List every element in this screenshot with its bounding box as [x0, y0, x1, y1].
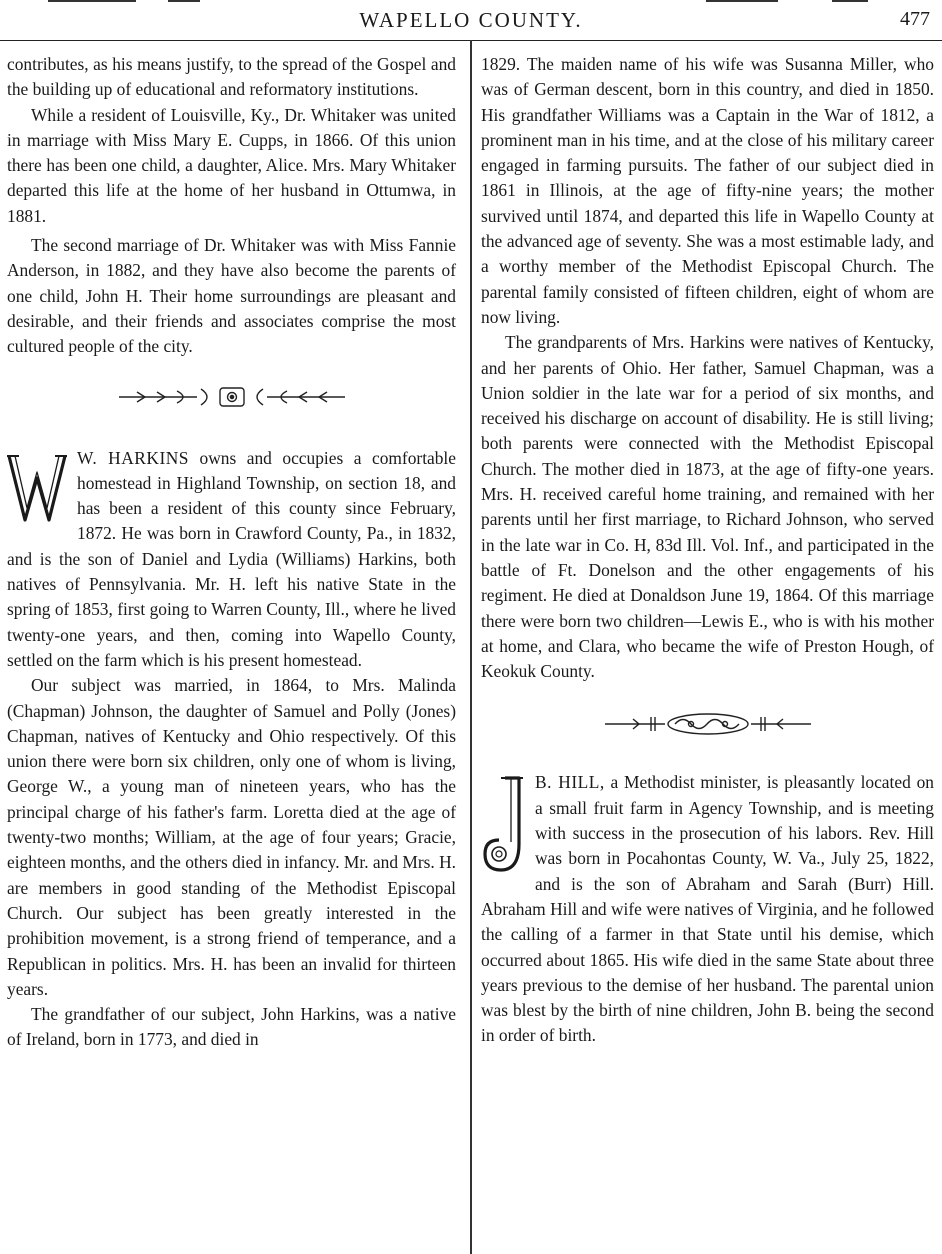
- section-ornament: [7, 374, 456, 420]
- page-number: 477: [900, 8, 930, 30]
- paragraph: Our subject was married, in 1864, to Mrs. Malinda (Chapman) Johnson, the daughter of Samuel and Polly (Jones) Chapman, natives of Kentucky and Ohio respectively. Of this union there were born six children, only one of whom is living, George W., a young man of nineteen years, who has the principal charge of his father's farm. Loretta died at the age of twenty-two months; William, at the age of four years; Gracie, eighteen months, and the others died in infancy. Mr. and Mrs. H. are members in good standing of the Methodist Episcopal Church. Our subject has been greatly interested in the prohibition movement, is a strong friend of temperance, and a Republican in politics. Mrs. H. has been an invalid for thirteen years.: [7, 675, 457, 999]
- drop-cap: [7, 452, 67, 524]
- drop-cap-w-icon: [7, 452, 67, 524]
- paragraph: The second marriage of Dr. Whitaker was with Miss Fannie Anderson, in 1882, and they have also become the parents of one child, John H. Their home surroundings are pleasant and desirable, and their friends and associates comprise the most cultured people of the city.: [7, 235, 456, 357]
- ornament-flourish-icon: [117, 385, 347, 409]
- drop-cap-letter: W: [37, 499, 38, 501]
- paragraph: 1829. The maiden name of his wife was Susanna Miller, who was of German descent, born in this country, and died in 1850. His grandfather Williams was a Captain in the War of 1812, a prominent man in his time, and at the close of his military career engaged in farming pursuits. The father of our subject died in 1861 in Illinois, at the age of fifty-nine years; the mother survived until 1874, and departed this life in Wapello County at the advanced age of seventy. She was a most estimable lady, and a worthy member of the Methodist Episcopal Church. The parental family consisted of fifteen children, eight of whom are now living.: [481, 54, 934, 327]
- biography-body: owns and occupies a comfortable homestead in Highland Township, on section 18, and has been a resident of this county since February, 1872. He was born in Crawford County, Pa., in 1832, and is the son of Daniel and Lydia (Williams) Harkins, both natives of Pennsylvania. Mr. H. left his native State in the spring of 1853, first going to Warren County, Ill., where he lived twenty-one years, and then, coming into Wapello County, settled on the farm which is his present homestead.: [7, 447, 456, 670]
- ornament-scroll-icon: [603, 711, 813, 737]
- right-column: [481, 52, 934, 1049]
- biography-hill: [481, 770, 934, 1048]
- column-divider: [470, 40, 472, 1254]
- paragraph: While a resident of Louisville, Ky., Dr. Whitaker was united in marriage with Miss Mary E. Cupps, in 1866. Of this union there has been one child, a daughter, Alice. Mrs. Mary Whitaker departed this life at the home of her husband in Ottumwa, in 1881.: [7, 104, 456, 226]
- paragraph: The grandfather of our subject, John Harkins, was a native of Ireland, born in 1773, and died in: [7, 1004, 456, 1050]
- drop-cap-j-icon: [481, 774, 525, 874]
- biography-body: a Methodist minister, is pleasantly located on a small fruit farm in Agency Township, and is meeting with success in the prosecution of his labors. Rev. Hill was born in Pocahontas County, W. Va., July 25, 1822, and is the son of Abraham and Sarah (Burr) Hill. Abraham Hill and wife were natives of Virginia, and he followed the calling of a farmer in that State until his demise, which occurred about 1865. His wife died in the same State about three years previous to the demise of her husband. The parental union was blest by the birth of nine children, John B. being the second in order of birth.: [481, 772, 934, 1046]
- drop-cap: [481, 774, 525, 874]
- paragraph: contributes, as his means justify, to the spread of the Gospel and the building up of educational and reformatory institutions.: [7, 54, 456, 100]
- running-title: WAPELLO COUNTY.: [359, 8, 583, 32]
- running-header: [0, 0, 942, 41]
- left-column: [7, 52, 456, 1053]
- section-ornament: [481, 700, 934, 748]
- drop-cap-letter: J: [503, 824, 504, 826]
- biography-lead: B. HILL,: [535, 772, 605, 793]
- biography-lead: W. HARKINS: [77, 447, 189, 468]
- paragraph: The grandparents of Mrs. Harkins were natives of Kentucky, and her parents of Ohio. Her father, Samuel Chapman, was a Union soldier in the late war for a period of six months, and received his discharge on account of disability. He is still living; both parents were connected with the Methodist Episcopal Church. The mother died in 1873, at the age of fifty-one years. Mrs. H. received careful home training, and remained with her parents until her first marriage, to Richard Johnson, who served in the late war in Co. H, 83d Ill. Vol. Inf., and participated in the battle of Ft. Donelson and the other engagements of his regiment. He died at Donaldson June 19, 1864. Of this marriage there were born two children—Lewis E., who is with his mother at home, and Clara, who became the wife of Preston Hough, of Keokuk County.: [481, 332, 934, 682]
- biography-harkins: [7, 446, 456, 674]
